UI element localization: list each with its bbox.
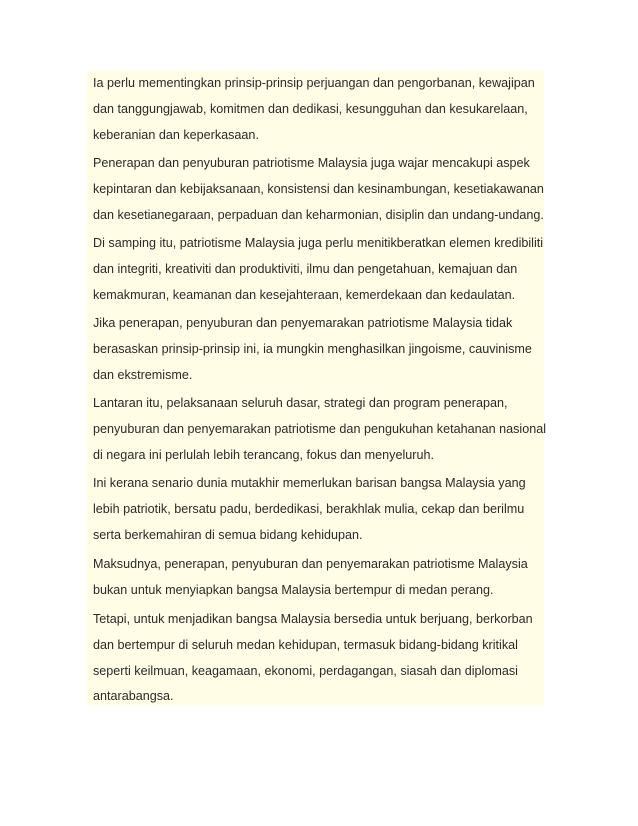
paragraph-line: dan bertempur di seluruh medan kehidupan, termasuk bidang-bidang kritikal xyxy=(93,637,518,652)
paragraph-8 xyxy=(93,607,563,710)
paragraph-5 xyxy=(93,391,563,468)
paragraph-line: dan tanggungjawab, komitmen dan dedikasi, kesungguhan dan kesukarelaan, xyxy=(93,101,528,116)
paragraph-line: Lantaran itu, pelaksanaan seluruh dasar, strategi dan program penerapan, xyxy=(93,396,508,410)
paragraph-line: kemakmuran, keamanan dan kesejahteraan, kemerdekaan dan kedaulatan. xyxy=(93,287,516,302)
paragraph-line: bukan untuk menyiapkan bangsa Malaysia bertempur di medan perang. xyxy=(93,582,494,597)
paragraph-6 xyxy=(93,471,563,548)
paragraph-line: serta berkemahiran di semua bidang kehidupan. xyxy=(93,527,363,542)
paragraph-line: keberanian dan keperkasaan. xyxy=(93,127,259,142)
paragraph-line: Maksudnya, penerapan, penyuburan dan penyemarakan patriotisme Malaysia xyxy=(93,557,528,571)
paragraph-2 xyxy=(93,151,563,228)
paragraph-3 xyxy=(93,231,563,308)
paragraph-line: di negara ini perlulah lebih terancang, fokus dan menyeluruh. xyxy=(93,447,434,462)
paragraph-line: Tetapi, untuk menjadikan bangsa Malaysia bersedia untuk berjuang, berkorban xyxy=(93,612,533,626)
paragraph-line: Ia perlu mementingkan prinsip-prinsip perjuangan dan pengorbanan, kewajipan xyxy=(93,76,535,90)
paragraph-line: Jika penerapan, penyuburan dan penyemarakan patriotisme Malaysia tidak xyxy=(93,316,513,330)
document-body xyxy=(87,71,547,705)
paragraph-line: Di samping itu, patriotisme Malaysia juga perlu menitikberatkan elemen kredibiliti xyxy=(93,236,544,250)
paragraph-line: penyuburan dan penyemarakan patriotisme dan pengukuhan ketahanan nasional xyxy=(93,421,547,436)
paragraph-line: Ini kerana senario dunia mutakhir memerlukan barisan bangsa Malaysia yang xyxy=(93,476,526,490)
paragraph-line: kepintaran dan kebijaksanaan, konsistensi dan kesinambungan, kesetiakawanan xyxy=(93,181,544,196)
paragraph-7 xyxy=(93,552,563,604)
paragraph-line: lebih patriotik, bersatu padu, berdedikasi, berakhlak mulia, cekap dan berilmu xyxy=(93,501,525,516)
paragraph-line: dan ekstremisme. xyxy=(93,367,193,382)
paragraph-line: dan kesetianegaraan, perpaduan dan keharmonian, disiplin dan undang-undang. xyxy=(93,207,544,222)
paragraph-4 xyxy=(93,311,563,388)
paragraph-1 xyxy=(93,71,563,148)
paragraph-line: antarabangsa. xyxy=(93,689,174,704)
paragraph-line: dan integriti, kreativiti dan produktiviti, ilmu dan pengetahuan, kemajuan dan xyxy=(93,261,518,276)
paragraph-line: seperti keilmuan, keagamaan, ekonomi, perdagangan, siasah dan diplomasi xyxy=(93,663,518,678)
paragraph-line: berasaskan prinsip-prinsip ini, ia mungkin menghasilkan jingoisme, cauvinisme xyxy=(93,341,532,356)
paragraph-line: Penerapan dan penyuburan patriotisme Malaysia juga wajar mencakupi aspek xyxy=(93,156,530,170)
